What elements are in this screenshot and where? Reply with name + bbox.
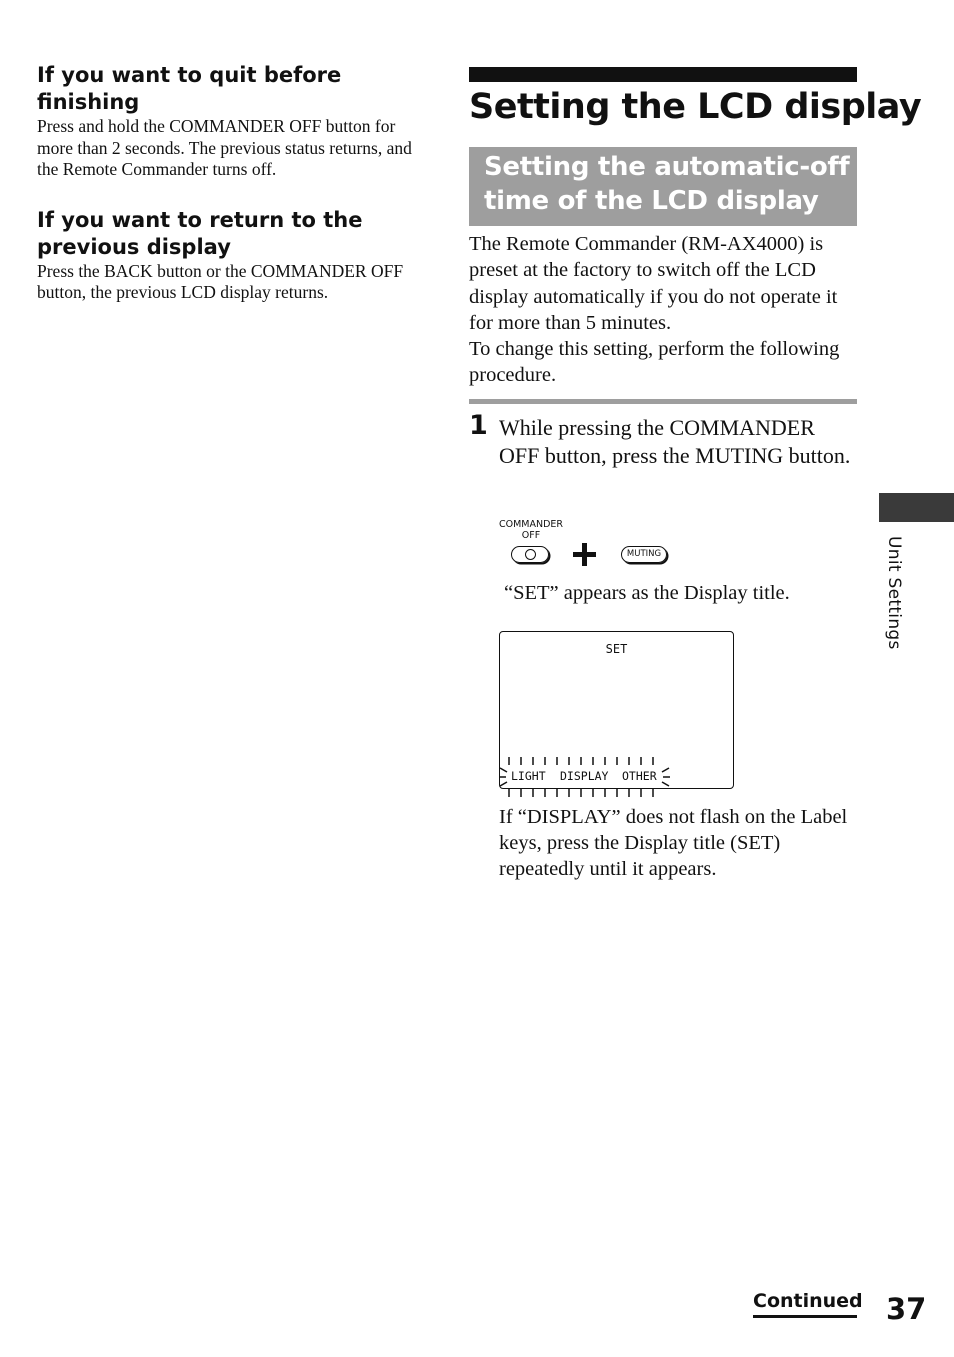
- flash-marks-frame-icon: [497, 750, 697, 800]
- left-column: [37, 62, 429, 304]
- section-divider: [469, 399, 857, 404]
- plus-icon-vertical: [582, 543, 587, 566]
- page-title: Setting the LCD display: [469, 87, 922, 127]
- continued-label: Continued: [753, 1289, 857, 1318]
- button-illustration: [497, 517, 677, 569]
- commander-label-line1: COMMANDER: [498, 519, 564, 530]
- return-heading: If you want to return to the previous display: [37, 207, 363, 259]
- step-text: While pressing the COMMANDER OFF button, press the MUTING button.: [499, 415, 851, 468]
- lcd-display-title: SET: [605, 642, 628, 656]
- flash-marks-icon: [0, 750, 480, 800]
- lcd-label-light: LIGHT: [511, 769, 546, 783]
- quit-heading: If you want to quit before finishing: [37, 63, 342, 114]
- section-tab-marker: [879, 493, 954, 522]
- set-note: “SET” appears as the Display title.: [504, 582, 790, 604]
- commander-off-button-icon: [511, 546, 549, 563]
- commander-label-line2: OFF: [521, 530, 541, 541]
- muting-button-icon: MUTING: [621, 546, 667, 563]
- intro-paragraph-1: The Remote Commander (RM-AX4000) is preset at the factory to switch off the LCD display automatically if you do not operate it for more than 5 minutes.: [469, 233, 838, 334]
- section-tab-label: Unit Settings: [884, 536, 904, 650]
- page-number: 37: [886, 1292, 927, 1326]
- title-rule: [469, 67, 857, 82]
- return-body: Press the BACK button or the COMMANDER OFF button, the previous LCD display returns.: [37, 260, 404, 302]
- intro-text: [469, 231, 861, 389]
- quit-body: Press and hold the COMMANDER OFF button for more than 2 seconds. The previous status returns, and the Remote Commander turns off.: [37, 116, 412, 179]
- after-note: If “DISPLAY” does not flash on the Label keys, press the Display title (SET) repeatedly until it appears.: [499, 806, 848, 880]
- commander-off-label: [497, 519, 565, 541]
- step-number: 1: [469, 410, 488, 441]
- power-circle-icon: [525, 549, 536, 560]
- lcd-label-display: DISPLAY: [560, 769, 609, 783]
- lcd-label-other: OTHER: [622, 769, 657, 783]
- intro-paragraph-2: To change this setting, perform the following procedure.: [469, 338, 840, 387]
- section-title: Setting the automatic-off time of the LCD display: [484, 152, 850, 216]
- section-header: [469, 147, 857, 226]
